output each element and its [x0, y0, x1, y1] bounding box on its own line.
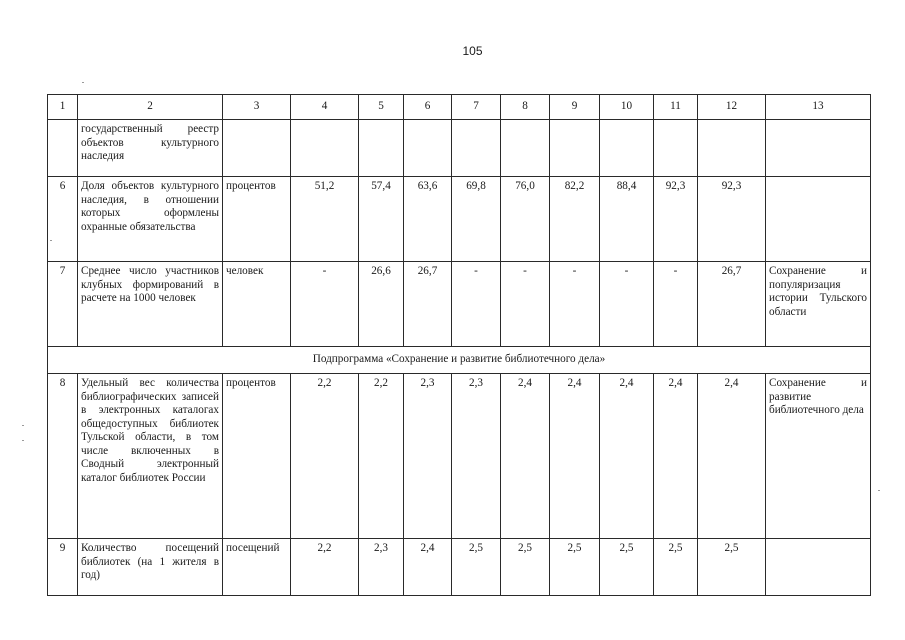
- value-cell: [501, 120, 550, 177]
- column-number: 6: [404, 95, 452, 120]
- scan-speck: [22, 425, 24, 426]
- indicator-name: государственный реестр объектов культурного наследия: [78, 120, 223, 177]
- value-cell: -: [600, 262, 654, 347]
- value-cell: 2,4: [654, 374, 698, 539]
- unit-cell: процентов: [223, 374, 291, 539]
- table-row: [48, 374, 871, 539]
- value-cell: 63,6: [404, 177, 452, 262]
- value-cell: 2,4: [404, 539, 452, 596]
- value-cell: 2,5: [501, 539, 550, 596]
- value-cell: [404, 120, 452, 177]
- value-cell: 82,2: [550, 177, 600, 262]
- note-cell: Сохранение и популяризация истории Тульского области: [766, 262, 871, 347]
- column-number: 4: [291, 95, 359, 120]
- row-number: 6: [48, 177, 78, 262]
- scan-speck: [50, 240, 52, 241]
- column-number: 12: [698, 95, 766, 120]
- table-row: [48, 262, 871, 347]
- page-number: 105: [462, 44, 483, 58]
- value-cell: 2,5: [600, 539, 654, 596]
- table-row: [48, 177, 871, 262]
- value-cell: [698, 120, 766, 177]
- row-number: 9: [48, 539, 78, 596]
- indicator-name: Доля объектов культурного наследия, в отношении которых оформлены охранные обязательства: [78, 177, 223, 262]
- column-number: 10: [600, 95, 654, 120]
- value-cell: [359, 120, 404, 177]
- subprogram-row: [48, 347, 871, 374]
- value-cell: 26,7: [698, 262, 766, 347]
- unit-cell: [223, 120, 291, 177]
- column-number-row: [48, 95, 871, 120]
- value-cell: 2,3: [359, 539, 404, 596]
- value-cell: 2,4: [600, 374, 654, 539]
- column-number: 5: [359, 95, 404, 120]
- value-cell: 2,3: [452, 374, 501, 539]
- column-number: 8: [501, 95, 550, 120]
- column-number: 13: [766, 95, 871, 120]
- column-number: 7: [452, 95, 501, 120]
- value-cell: [654, 120, 698, 177]
- table-row: [48, 539, 871, 596]
- note-cell: [766, 120, 871, 177]
- value-cell: 2,2: [291, 539, 359, 596]
- row-number: [48, 120, 78, 177]
- indicator-name: Количество посещений библиотек (на 1 жителя в год): [78, 539, 223, 596]
- unit-cell: человек: [223, 262, 291, 347]
- column-number: 9: [550, 95, 600, 120]
- scan-speck: [82, 82, 84, 83]
- table-row: [48, 120, 871, 177]
- row-number: 8: [48, 374, 78, 539]
- value-cell: -: [291, 262, 359, 347]
- indicators-table: [47, 94, 871, 596]
- value-cell: 26,7: [404, 262, 452, 347]
- value-cell: 2,5: [698, 539, 766, 596]
- value-cell: [452, 120, 501, 177]
- value-cell: 2,4: [698, 374, 766, 539]
- value-cell: 2,5: [654, 539, 698, 596]
- value-cell: 2,3: [404, 374, 452, 539]
- value-cell: [291, 120, 359, 177]
- value-cell: 51,2: [291, 177, 359, 262]
- value-cell: -: [501, 262, 550, 347]
- value-cell: [550, 120, 600, 177]
- scan-speck: [22, 440, 24, 441]
- value-cell: 2,4: [550, 374, 600, 539]
- value-cell: 2,2: [291, 374, 359, 539]
- row-number: 7: [48, 262, 78, 347]
- column-number: 3: [223, 95, 291, 120]
- value-cell: 88,4: [600, 177, 654, 262]
- column-number: 1: [48, 95, 78, 120]
- note-cell: [766, 177, 871, 262]
- unit-cell: посещений: [223, 539, 291, 596]
- scan-speck: [878, 490, 880, 491]
- value-cell: -: [452, 262, 501, 347]
- note-cell: [766, 539, 871, 596]
- note-cell: Сохранение и развитие библиотечного дела: [766, 374, 871, 539]
- subprogram-title: Подпрограмма «Сохранение и развитие библиотечного дела»: [48, 347, 871, 374]
- value-cell: -: [654, 262, 698, 347]
- value-cell: 2,5: [550, 539, 600, 596]
- value-cell: [600, 120, 654, 177]
- indicator-name: Среднее число участников клубных формирований в расчете на 1000 человек: [78, 262, 223, 347]
- indicator-name: Удельный вес количества библиографических записей в электронных каталогах общедоступных библиотек Тульской области, в том числе включенных в Сводный электронный каталог библиотек России: [78, 374, 223, 539]
- value-cell: 76,0: [501, 177, 550, 262]
- value-cell: 69,8: [452, 177, 501, 262]
- value-cell: 2,5: [452, 539, 501, 596]
- column-number: 11: [654, 95, 698, 120]
- column-number: 2: [78, 95, 223, 120]
- unit-cell: процентов: [223, 177, 291, 262]
- value-cell: 2,4: [501, 374, 550, 539]
- value-cell: 92,3: [654, 177, 698, 262]
- value-cell: 26,6: [359, 262, 404, 347]
- value-cell: 2,2: [359, 374, 404, 539]
- value-cell: 92,3: [698, 177, 766, 262]
- value-cell: 57,4: [359, 177, 404, 262]
- value-cell: -: [550, 262, 600, 347]
